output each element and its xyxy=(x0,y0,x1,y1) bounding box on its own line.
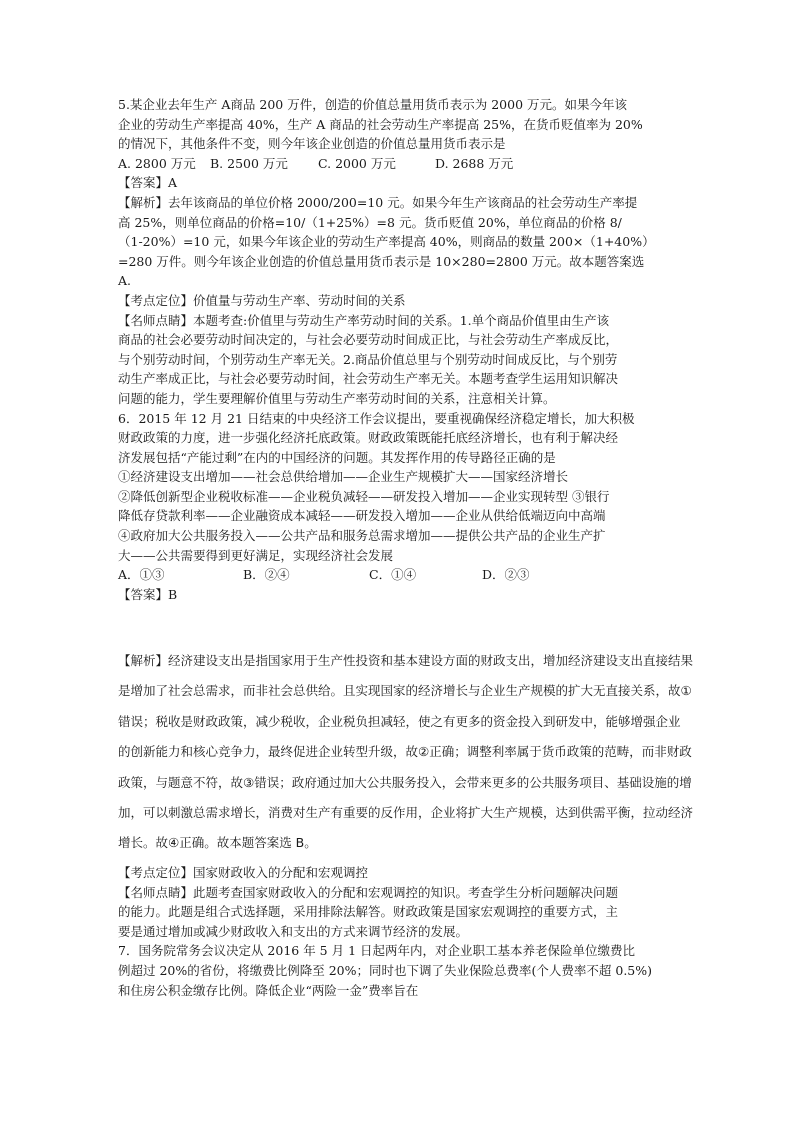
q7-stem-line: 和住房公积金缴存比例。降低企业“两险一金”费率旨在 xyxy=(118,982,419,998)
q6-options xyxy=(118,565,678,585)
q7-stem-line: 7．国务院常务会议决定从 2016 年 5 月 1 日起两年内，对企业职工基本养老保险单位缴费比 xyxy=(118,943,636,959)
q6-option-b: B．②④ xyxy=(243,567,290,583)
q5-option-b: B. 2500 万元 xyxy=(210,155,288,171)
q6-analysis-line: 加，可以刺激总需求增长，消费对生产有重要的反作用，企业将扩大生产规模，达到供需平衡，拉动经济 xyxy=(118,805,694,821)
q5-analysis-line: =280 万件。则今年该企业创造的价值总量用货币表示是 10×280=2800 万元。故本题答案选 xyxy=(118,253,645,269)
q5-answer: 【答案】A xyxy=(118,175,178,191)
q6-dianjing-line: 要是通过增加或减少财政收入和支出的方式来调节经济的发展。 xyxy=(118,923,469,939)
q6-kaodian: 【考点定位】国家财政收入的分配和宏观调控 xyxy=(118,865,369,880)
q5-stem-line: 5.某企业去年生产 A商品 200 万件，创造的价值总量用货币表示为 2000 万元。如果今年该 xyxy=(118,97,627,112)
q6-stem-line: 大——公共需要得到更好满足，实现经济社会发展 xyxy=(118,547,394,563)
q5-stem-line: 的情况下，其他条件不变，则今年该企业创造的价值总量用货币表示是 xyxy=(118,136,506,152)
q5-stem-line: 企业的劳动生产率提高 40%，生产 A 商品的社会劳动生产率提高 25%，在货币贬值率为 20% xyxy=(118,116,643,132)
question-block-upper xyxy=(118,95,678,604)
question-block-lower xyxy=(118,863,678,1000)
q6-analysis-line: 的创新能力和核心竞争力，最终促进企业转型升级，故②正确；调整利率属于货币政策的范畴，而非财政 xyxy=(118,744,692,760)
q6-dianjing-line: 的能力。此题是组合式选择题，采用排除法解答。财政政策是国家宏观调控的重要方式，主 xyxy=(118,904,619,920)
q5-analysis-line: A. xyxy=(118,273,132,289)
q6-stem-line: 降低存贷款利率——企业融资成本减轻——研发投入增加——企业从供给低端迈向中高端 xyxy=(118,508,606,524)
q6-analysis-line: 政策，与题意不符，故③错误；政府通过加大公共服务投入，会带来更多的公共服务项目、基础设施的增 xyxy=(118,774,692,790)
q7-stem-line: 例超过 20%的省份，将缴费比例降至 20%；同时也下调了失业保险总费率(个人费率不超 0.5%) xyxy=(118,962,652,978)
q6-analysis xyxy=(118,646,770,859)
q6-analysis-line: 错误；税收是财政政策，减少税收，企业税负担减轻，使之有更多的资金投入到研发中，能够增强企业 xyxy=(118,713,681,729)
q5-dianjing-line: 商品的社会必要劳动时间决定的，与社会必要劳动时间成正比，与社会劳动生产率成反比， xyxy=(118,332,619,348)
q6-analysis-line: 是增加了社会总需求，而非社会总供给。且实现国家的经济增长与企业生产规模的扩大无直接关系，故① xyxy=(118,683,692,699)
q6-answer: 【答案】B xyxy=(118,586,178,602)
q6-stem-line: 财政政策的力度，进一步强化经济托底政策。财政政策既能托底经济增长，也有利于解决经 xyxy=(118,430,619,446)
q6-option-d: D．②③ xyxy=(482,567,530,583)
q6-stem-line: ①经济建设支出增加——社会总供给增加——企业生产规模扩大——国家经济增长 xyxy=(118,469,569,485)
q5-kaodian: 【考点定位】价值量与劳动生产率、劳动时间的关系 xyxy=(118,292,406,308)
q6-analysis-line: 增长。故④正确。故本题答案选 B。 xyxy=(118,835,317,851)
q5-analysis-line: （1-20%）=10 元，如果今年该企业的劳动生产率提高 40%，则商品的数量 200×（1+40%） xyxy=(118,234,655,250)
q6-option-a: A．①③ xyxy=(118,567,165,583)
q5-dianjing-line: 问题的能力，学生要理解价值里与劳动生产率劳动时间的关系，注意相关计算。 xyxy=(118,390,556,406)
q6-stem-line: 济发展包括“产能过剩”在内的中国经济的问题。其发挥作用的传导路径正确的是 xyxy=(118,449,556,465)
q5-dianjing-line: 动生产率成正比，与社会必要劳动时间，社会劳动生产率无关。本题考查学生运用知识解决 xyxy=(118,371,619,387)
q5-options xyxy=(118,154,678,174)
q5-option-d: D. 2688 万元 xyxy=(435,155,514,171)
q5-dianjing-line: 【名师点睛】本题考查:价值里与劳动生产率劳动时间的关系。1.单个商品价值里由生产该 xyxy=(118,312,610,328)
q5-analysis-line: 【解析】去年该商品的单位价格 2000/200=10 元。如果今年生产该商品的社会劳动生产率提 xyxy=(118,194,638,210)
q5-option-a: A. 2800 万元 xyxy=(118,155,196,171)
q6-dianjing-line: 【名师点睛】此题考查国家财政收入的分配和宏观调控的知识。考查学生分析问题解决问题 xyxy=(118,884,619,900)
q6-analysis-line: 【解析】经济建设支出是指国家用于生产性投资和基本建设方面的财政支出，增加经济建设支出直接结果 xyxy=(118,653,694,668)
q5-analysis-line: 高 25%，则单位商品的价格=10/（1+25%）=8 元。货币贬值 20%，单位商品的价格 8/ xyxy=(118,214,622,230)
q5-option-c: C. 2000 万元 xyxy=(318,155,396,171)
q6-stem-line: ④政府加大公共服务投入——公共产品和服务总需求增加——提供公共产品的企业生产扩 xyxy=(118,528,606,544)
q6-stem-line: 6．2015 年 12 月 21 日结束的中央经济工作会议提出，要重视确保经济稳定增长，加大积极 xyxy=(118,410,635,426)
q5-dianjing-line: 与个别劳动时间，个别劳动生产率无关。2.商品价值总里与个别劳动时间成反比，与个别劳 xyxy=(118,351,618,367)
q6-option-c: C．①④ xyxy=(369,567,417,583)
q6-stem-line: ②降低创新型企业税收标准——企业税负减轻——研发投入增加——企业实现转型 ③银行 xyxy=(118,488,610,504)
